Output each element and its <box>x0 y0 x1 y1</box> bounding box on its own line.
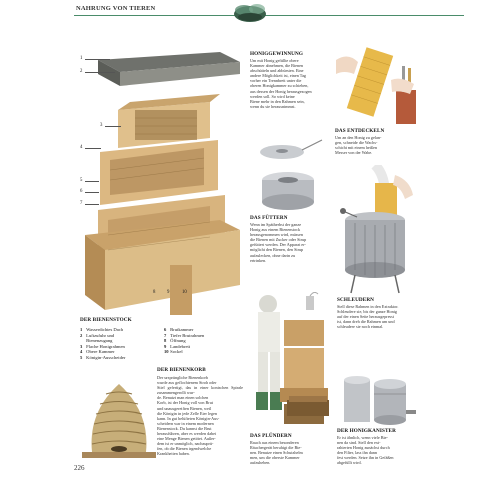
bienenkorb-heading: DER BIENENKORB <box>157 367 206 373</box>
legend-item: 5 Königin-Ausscheider <box>80 354 126 360</box>
leader-line <box>105 126 121 127</box>
honiggewinnung-heading: HONIGGEWINNUNG <box>250 51 303 57</box>
fuettern-heading: DAS FÜTTERN <box>250 215 288 221</box>
leader-line <box>85 148 101 149</box>
leader-line <box>85 59 110 60</box>
honey-extractor-illustration <box>335 165 425 295</box>
hive-label-1: 1 <box>80 56 83 61</box>
entdeckeln-paragraph: Um an den Honig zu gelan- gen, schneide die Wachs- schicht mit einem heißen Messer von der Wabe. <box>335 135 382 156</box>
beehive-cutaway-illustration <box>80 40 245 325</box>
honigkanister-heading: DER HONIGKANISTER <box>337 428 396 434</box>
leader-line <box>85 72 115 73</box>
fuettern-paragraph: Wenn im Spätherbst der ganze Honig aus einem Bienenstock herausgenommen wird, müssen die Bienen mit Zucker oder Sirup gefüttert werden. Der Apparat er- möglicht den Bienen, den Sirup aufzulecken, ohne darin zu ertrinken. <box>250 222 307 263</box>
schleudern-paragraph: Stell diese Rahmen in den Extraktor. Schleudere sie, bis der ganze Honig auf der einen Seite herausgepresst ist, dann dreh die Rahmen um und schleudere sie noch einmal. <box>337 304 399 330</box>
legend-item: 8 Öffnung <box>164 338 186 344</box>
hive-label-3: 3 <box>100 123 103 128</box>
hive-label-7: 7 <box>80 201 83 206</box>
legend-item: 3 Flache Honigrahmen <box>80 343 125 349</box>
page-number: 226 <box>74 464 85 472</box>
leader-line <box>85 204 99 205</box>
legend-item: 2 Luftzufuhr und <box>80 332 115 338</box>
header-title: NAHRUNG VON TIEREN <box>76 5 156 12</box>
bienenstock-heading: DER BIENENSTOCK <box>80 317 132 323</box>
hive-label-9: 9 <box>167 290 170 295</box>
hive-label-6: 6 <box>80 189 83 194</box>
feeder-illustration <box>250 138 330 218</box>
legend-item: Bienenzugang <box>86 338 113 344</box>
uncapping-illustration <box>336 40 422 128</box>
hive-label-10: 10 <box>182 290 187 295</box>
bienenkorb-paragraph: Der ursprüngliche Bienenkorb wurde aus geflochtenem Stroh oder Stiel gefertigt, das in einer konischen Spirale zusammengerollt wur- de. Benutzt man einen solchen Korb, ist der Honig voll von Brut und unausgereiften Bienen, weil die Königin in jede Zelle Eier legen kann. In gut belüfteten Königin-Aus- scheidern war in einem modernen Bienenstock. Du kannst die Brut herausführen, aber es werden dabei eine Menge Bienen getötet. Außer- dem ist er unmöglich, nachzuprü- fen, ob die Bienen irgendwelche Krankheiten haben. <box>157 375 243 457</box>
honigkanister-paragraph: Er ist ähnlich, wenn viele Bie- nen da sind. Stell den ext- rahierten Honig zunächst durch den Filter, lass ihn dann fest werden. Setze ihn in Gefäßen abgefüllt wird. <box>337 435 394 466</box>
hive-label-2: 2 <box>80 69 83 74</box>
honey-canister-illustration <box>340 372 420 428</box>
entdeckeln-heading: DAS ENTDECKELN <box>335 128 385 134</box>
legend-item: 6 Brutkammer <box>164 327 194 332</box>
leader-line <box>85 181 99 182</box>
legend-item: 1 Wasserdichtes Dach <box>80 327 124 332</box>
pluendern-heading: DAS PLÜNDERN <box>250 433 292 439</box>
legend-item: 10 Sockel <box>164 349 183 355</box>
legend-item: 9 Landebrett <box>164 343 191 349</box>
hive-tray-illustration <box>285 392 331 422</box>
straw-skep-illustration <box>78 372 160 464</box>
bienenstock-legend-right <box>164 327 244 355</box>
bienenstock-legend-left <box>80 327 160 361</box>
leader-line <box>85 192 99 193</box>
hive-label-4: 4 <box>80 145 83 150</box>
hive-label-8: 8 <box>153 290 156 295</box>
legend-item: 7 Tiefer Brutrahmen <box>164 332 205 338</box>
pluendern-paragraph: Rauch aus einem besonderen Räuchergerät beruhigt die Bie- nen. Benutze einen Schutzhelm men, um die oberste Kammer aufzuheben. <box>250 440 303 466</box>
honiggewinnung-paragraph: Um mit Honig gefüllte obere Kammer abnehmen, die Bienen abschütteln und abbürsten. Eine andere Möglichkeit ist, einen Tag vorher ein Trennbrett unter die oberen Honigkammer zu schieben, aus dessen der Honig herausgezogen werden soll. So wird keine Biene mehr in den Rahmen sein, wenn du sie herausnimmst. <box>250 58 312 109</box>
legend-item: 4 Obere Kammer <box>80 349 115 355</box>
bee-header-illustration <box>224 0 276 26</box>
hive-label-5: 5 <box>80 178 83 183</box>
schleudern-heading: SCHLEUDERN <box>337 297 375 303</box>
